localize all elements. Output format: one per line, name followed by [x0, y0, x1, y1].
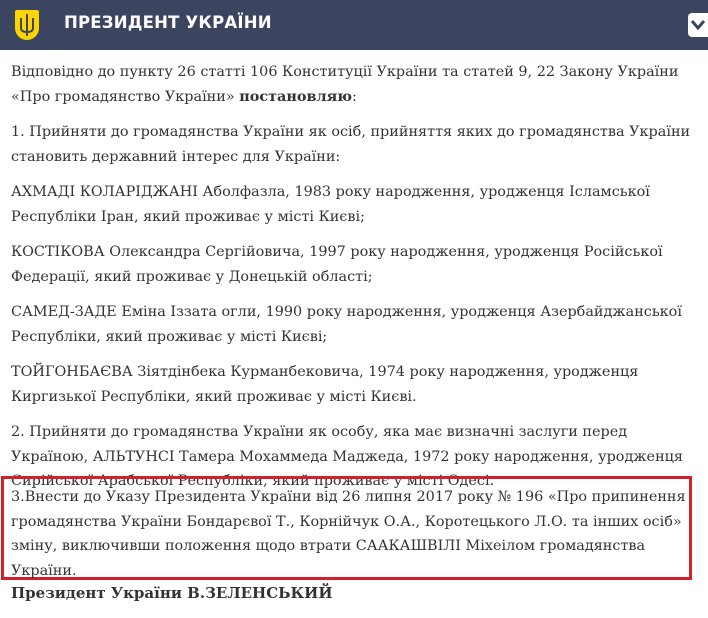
- menu-toggle-button[interactable]: [688, 13, 708, 37]
- person-entry: ТОЙГОНБАЄВА Зіятдінбека Курманбековича, 1974 року народження, уродженця Киргизької Республіки, який проживає у місті Києві.: [11, 364, 639, 405]
- signature: Президент України В.ЗЕЛЕНСЬКИЙ: [11, 584, 333, 602]
- person-entry: КОСТІКОВА Олександра Сергійовича, 1997 року народження, уродженця Російської Федерації, який проживає у Донецькій області;: [11, 244, 663, 285]
- paragraph-2: 2. Прийняти до громадянства України як особу, яка має визначні заслуги перед Україною, АЛЬТУНСІ Тамера Мохаммеда Маджеда, 1972 року народження, уродженця Сирійської Арабської Республіки, який проживає у місті Одесі.: [11, 424, 683, 489]
- chevron-down-icon: [690, 18, 706, 32]
- site-header: [0, 0, 708, 50]
- trident-icon[interactable]: [15, 10, 39, 40]
- decree-text: [11, 60, 701, 505]
- site-title[interactable]: ПРЕЗИДЕНТ УКРАЇНИ: [64, 13, 272, 32]
- paragraph-1: 1. Прийняти до громадянства України як осіб, прийняття яких до громадянства України становить державний інтерес для України:: [11, 124, 691, 165]
- highlighted-paragraph-box: [1, 476, 692, 580]
- person-entry: АХМАДІ КОЛАРІДЖАНІ Аболфазла, 1983 року народження, уродженця Ісламської Республіки Іран, який проживає у місті Києві;: [11, 184, 650, 225]
- paragraph-3: 3.Внести до Указу Президента України від 26 липня 2017 року № 196 «Про припинення громадянства України Бондарєвої Т., Корнійчук О.А., Коротецького Л.О. та інших осіб» зміну, виключивши положення щодо втрати СААКАШВІЛІ Міхеілом громадянства України.: [11, 489, 686, 579]
- intro-paragraph: Відповідно до пункту 26 статті 106 Конституції України та статей 9, 22 Закону України «Про громадянство України» постановляю:: [11, 64, 679, 105]
- person-entry: САМЕД-ЗАДЕ Еміна Іззата огли, 1990 року народження, уродженця Азербайджанської Республіки, який проживає у місті Києві;: [11, 304, 682, 345]
